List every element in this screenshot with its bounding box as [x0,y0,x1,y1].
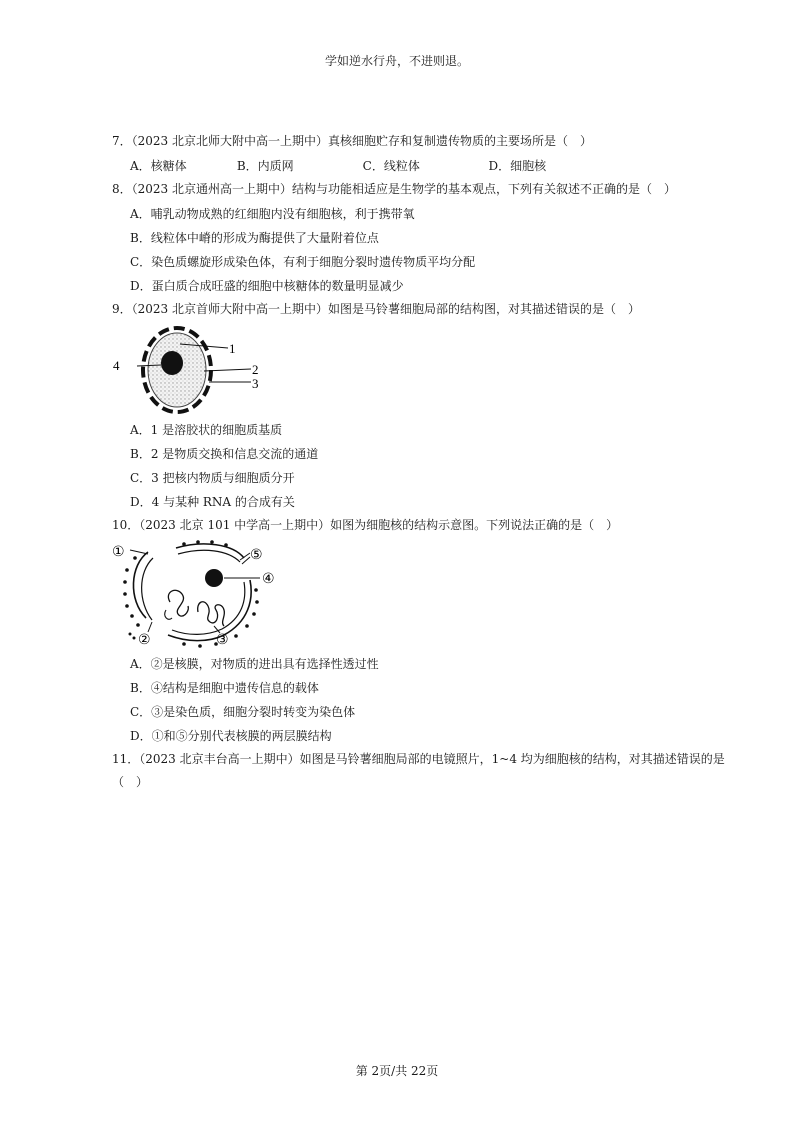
question-8-option-d: D．蛋白质合成旺盛的细胞中核糖体的数量明显减少 [130,279,404,293]
question-8-stem: 8．（2023 北京通州高一上期中）结构与功能相适应是生物学的基本观点，下列有关叙述不正确的是（ ） [112,182,676,196]
inner-nuclear-membrane [142,558,153,620]
page-header-motto: 学如逆水行舟，不进则退。 [324,54,469,68]
question-8-option-b: B．线粒体中嵴的形成为酶提供了大量附着位点 [130,231,379,245]
question-9-option-c: C．3 把核内物质与细胞质分开 [130,471,295,485]
question-10-option-b: B．④结构是细胞中遗传信息的载体 [130,681,319,695]
nucleolus [161,351,183,375]
figure-10-label-3: ③ [216,632,229,648]
figure-9-label-2: 2 [252,362,259,377]
question-7-stem: 7．（2023 北京北师大附中高一上期中）真核细胞贮存和复制遗传物质的主要场所是（ ） [112,134,592,148]
question-9-option-a: A．1 是溶胶状的细胞质基质 [130,423,283,437]
question-11-stem: 11．（2023 北京丰台高一上期中）如图是马铃薯细胞局部的电镜照片，1~4 均为细胞核的结构，对其描述错误的是（ ） [112,752,725,789]
question-10-figure-nucleus-structure [108,540,298,648]
figure-10-label-1: ① [112,544,125,560]
question-10-option-d: D．①和⑤分别代表核膜的两层膜结构 [130,729,332,743]
question-10-option-a: A．②是核膜，对物质的进出具有选择性透过性 [130,657,379,671]
figure-9-label-3: 3 [252,376,259,391]
question-8-option-a: A．哺乳动物成熟的红细胞内没有细胞核，利于携带氧 [130,207,415,221]
question-9-stem: 9．（2023 北京首师大附中高一上期中）如图是马铃薯细胞局部的结构图，对其描述错误的是（ ） [112,302,640,316]
question-9-option-b: B．2 是物质交换和信息交流的通道 [130,447,319,461]
figure-10-label-2: ② [138,632,151,648]
question-7-option-a: A．核糖体 [130,159,187,173]
nucleolus [205,569,223,587]
question-7-option-d: D．细胞核 [488,159,547,173]
figure-10-label-4: ④ [262,571,275,587]
page-footer-number: 第 2页/共 22页 [355,1064,439,1078]
question-8-option-c: C．染色质螺旋形成染色体，有利于细胞分裂时遗传物质平均分配 [130,255,476,269]
question-7-options [130,157,546,174]
question-7-option-b: B．内质网 [236,159,294,173]
question-7-option-c: C．线粒体 [362,159,420,173]
chromatin [168,590,188,616]
figure-10-label-5: ⑤ [250,547,263,563]
figure-9-label-4: 4 [113,358,120,373]
question-10-stem: 10．（2023 北京 101 中学高一上期中）如图为细胞核的结构示意图。下列说法正确的是（ ） [112,518,619,532]
figure-9-label-1: 1 [229,341,236,356]
question-10-option-c: C．③是染色质，细胞分裂时转变为染色体 [130,705,356,719]
question-9-figure-nucleus [108,322,288,418]
question-9-option-d: D．4 与某种 RNA 的合成有关 [130,495,295,509]
